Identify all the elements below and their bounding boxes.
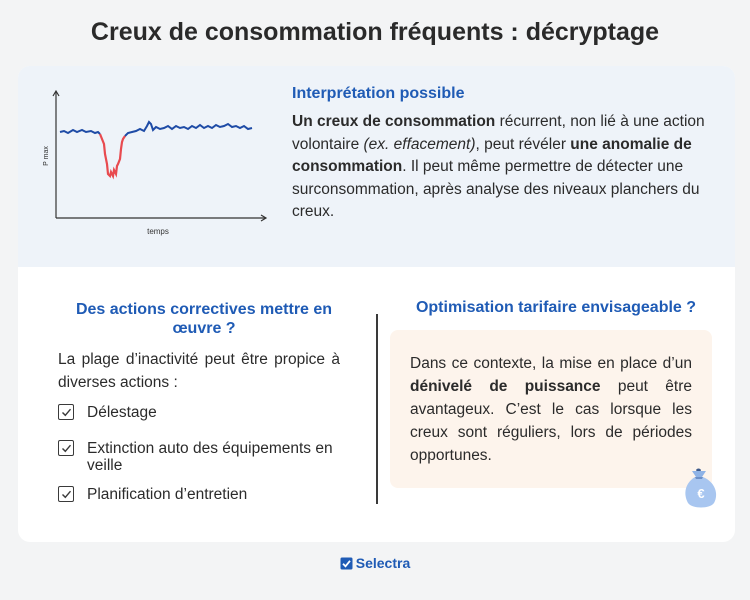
tariff-text-1: Dans ce contexte, la mise en place d’un <box>410 355 692 372</box>
consumption-dip-line <box>100 134 125 176</box>
tariff-bold-1: dénivelé de puissance <box>410 378 601 395</box>
actions-title: Des actions correctives mettre en œuvre ? <box>75 301 333 337</box>
interpretation-text-1: récurrent, non lié à une action volontaire <box>292 113 705 153</box>
tariff-text <box>410 352 692 467</box>
chart-y-label: P max <box>43 146 50 166</box>
content-card <box>18 66 735 542</box>
consumption-chart <box>40 84 280 244</box>
actions-intro: La plage d’inactivité peut être propice à diverses actions : <box>58 351 340 391</box>
interpretation-panel <box>18 66 735 267</box>
interpretation-text-2: , peut révéler <box>475 135 571 153</box>
footer-brand-name: Selectra <box>355 555 411 571</box>
interpretation-text-3: . Il peut même permettre de détecter une surconsommation, après analyse des niveaux planchers du creux. <box>292 158 700 220</box>
tariff-title: Optimisation tarifaire envisageable ? <box>415 299 697 316</box>
euro-symbol: € <box>697 486 705 501</box>
interpretation-text <box>292 111 712 224</box>
interpretation-bold-1: Un creux de consommation <box>292 113 496 130</box>
tariff-box <box>390 330 712 488</box>
column-divider <box>376 314 378 504</box>
consumption-line-before <box>60 130 100 134</box>
action-item-label: Planification d’entretien <box>87 486 248 503</box>
interpretation-title: Interprétation possible <box>292 85 465 102</box>
page-title: Creux de consommation fréquents : décryptage <box>90 18 660 46</box>
footer-brand <box>0 555 750 571</box>
checkbox-checked-icon <box>58 404 74 420</box>
tariff-text-2: peut être avantageux. C’est le cas lorsque les creux sont réguliers, lors de périodes opportunes. <box>410 378 692 464</box>
interpretation-italic-1: (ex. effacement) <box>363 135 476 153</box>
action-item-label: Extinction auto des équipements en veille <box>87 440 333 474</box>
consumption-line-after <box>125 122 252 136</box>
interpretation-bold-2: une anomalie de consommation <box>292 135 692 175</box>
money-bag-euro-icon <box>682 466 722 511</box>
checkbox-checked-icon <box>58 486 74 502</box>
chart-axes <box>53 91 266 221</box>
checkbox-checked-icon <box>58 440 74 456</box>
chart-x-label: temps <box>147 227 169 236</box>
action-item-label: Délestage <box>87 404 157 421</box>
selectra-logo-icon <box>340 557 353 570</box>
